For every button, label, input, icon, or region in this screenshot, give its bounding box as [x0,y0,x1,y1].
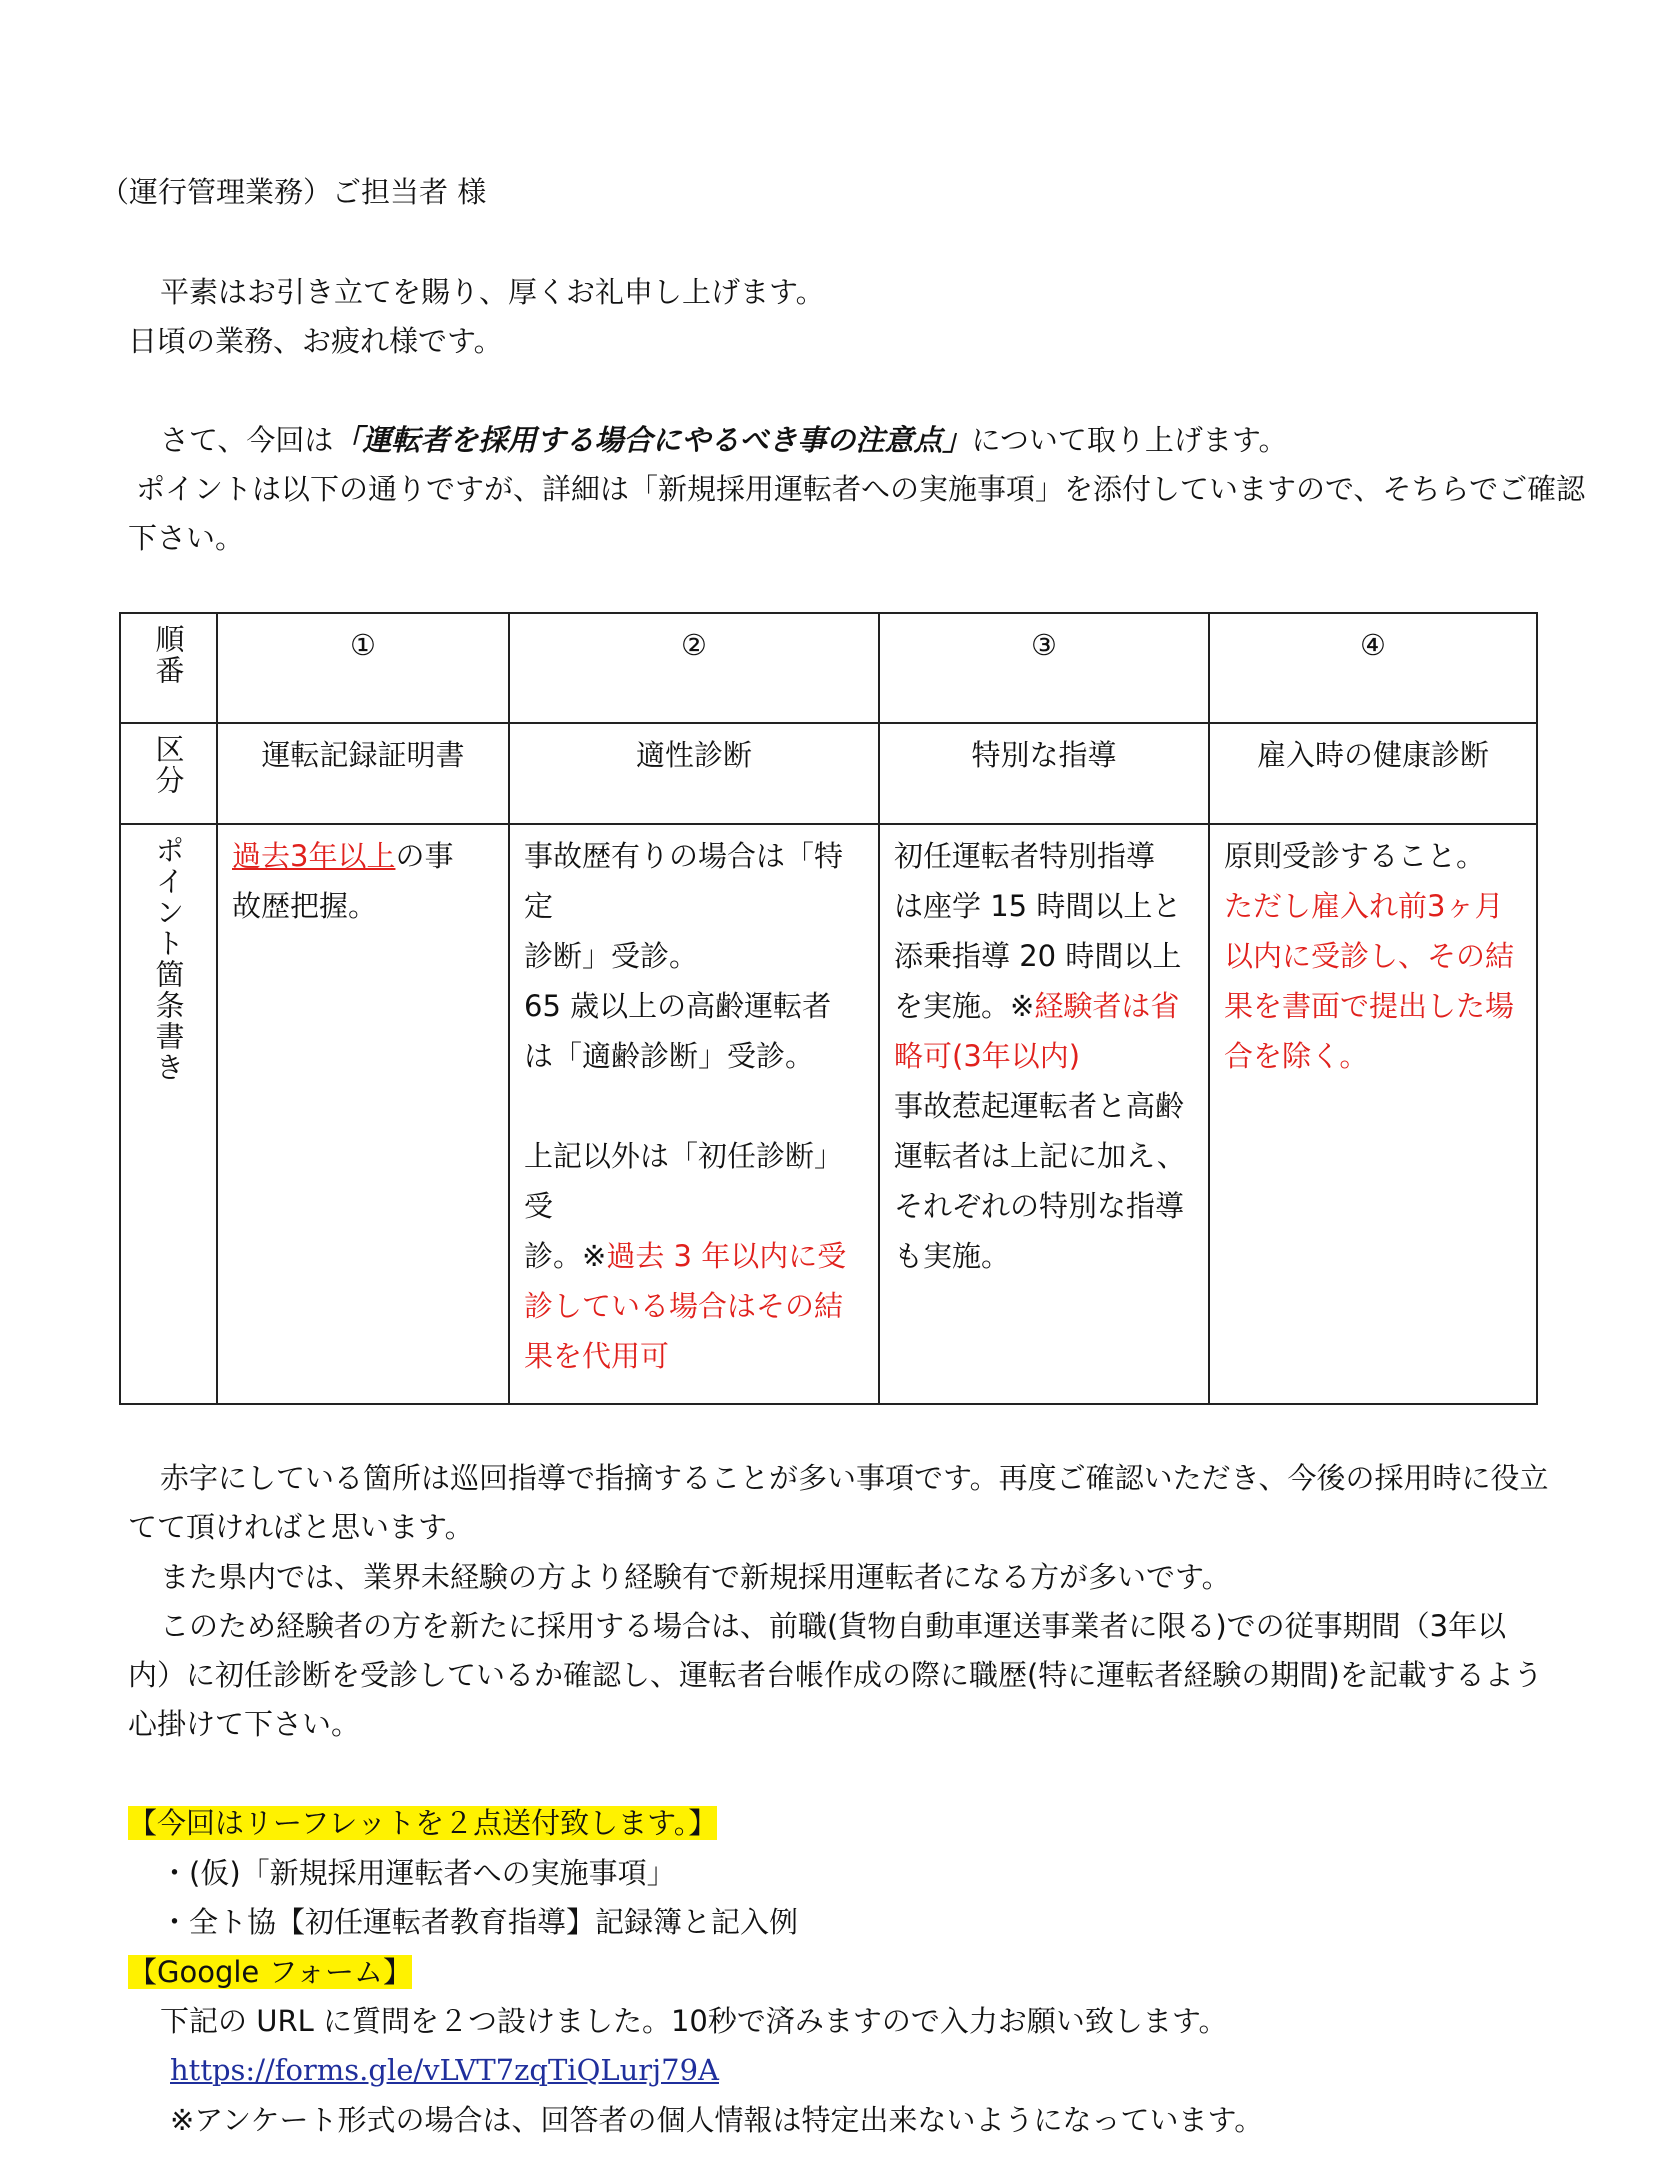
form-url-row [170,2050,719,2090]
category-3: 特別な指導 [879,723,1209,824]
number-1: ① [217,613,509,723]
intro-line-1 [160,420,1288,460]
intro-emphasis: 「運転者を採用する場合にやるべき事の注意点」 [333,423,972,457]
col2-line-8: 果を代用可 [524,1339,670,1373]
col3-line-5: 略可(3年以内) [894,1039,1081,1073]
col2-line-2: 診断」受診。 [524,939,699,973]
col2-line-4: は「適齢診断」受診。 [524,1039,815,1073]
category-1: 運転記録証明書 [217,723,509,824]
category-2: 適性診断 [509,723,879,824]
body-p1-line-1: 赤字にしている箇所は巡回指導で指摘することが多い事項です。再度ご確認いただき、今後の採用時に役立 [160,1461,1549,1495]
row-label-category-cell [120,723,217,824]
intro-pre: さて、今回は [160,423,334,457]
leaflet-heading-row [128,1803,717,1843]
points-col-1 [217,824,509,1404]
points-col-2 [509,824,879,1404]
form-text: 下記の URL に質問を２つ設けました。10秒で済みますので入力お願い致します。 [160,2004,1228,2038]
greeting-line-2: 日頃の業務、お疲れ様です。 [128,324,503,358]
col3-line-4b: 経験者は省 [1034,989,1180,1023]
col3-line-3: 添乗指導 20 時間以上 [894,939,1182,973]
greeting-line-1: 平素はお引き立てを賜り、厚くお礼申し上げます。 [160,275,825,309]
col3-line-8: それぞれの特別な指導 [894,1189,1185,1223]
addressee: （運行管理業務）ご担当者 様 [100,175,487,209]
intro-line-2: ポイントは以下の通りですが、詳細は「新規採用運転者への実施事項」を添付していますので、そちらでご確認 [136,472,1586,506]
points-table [119,612,1538,1405]
col3-line-2: は座学 15 時間以上と [894,889,1182,923]
col3-line-4 [894,981,1196,1031]
form-url-link[interactable]: https://forms.gle/vLVT7zqTiQLurj79A [170,2053,719,2087]
body-p3-line-1: このため経験者の方を新たに採用する場合は、前職(貨物自動車運送事業者に限る)での従事期間（3年以 [160,1609,1507,1643]
col4-line-3: 以内に受診し、その結 [1224,939,1515,973]
col3-line-9: も実施。 [894,1239,1011,1273]
row-label-order: 順番 [151,624,186,686]
col2-line-6 [524,1231,866,1281]
col4-line-2: ただし雇入れ前3ヶ月 [1224,889,1504,923]
leaflet-heading: 【今回はリーフレットを２点送付致します。】 [128,1806,718,1840]
col2-line-7: 診している場合はその結 [524,1289,844,1323]
col3-line-6: 事故惹起運転者と高齢 [894,1089,1185,1123]
row-label-points: ポイント箇条書き [151,835,186,1083]
table-row-category [120,723,1537,824]
col2-line-6b: 過去 3 年以内に受 [606,1239,847,1273]
col3-line-1: 初任運転者特別指導 [894,839,1156,873]
leaflet-item-1: ・(仮)「新規採用運転者への実施事項」 [160,1856,676,1890]
intro-line-3: 下さい。 [128,521,245,555]
category-4: 雇入時の健康診断 [1209,723,1537,824]
col4-line-4: 果を書面で提出した場 [1224,989,1515,1023]
col2-line-5: 上記以外は「初任診断」受 [524,1139,844,1223]
number-2: ② [509,613,879,723]
body-p3-line-3: 心掛けて下さい。 [128,1707,361,1741]
form-note: ※アンケート形式の場合は、回答者の個人情報は特定出来ないようになっています。 [170,2103,1264,2137]
col1-line-2: 故歴把握。 [232,889,378,923]
body-p2: また県内では、業界未経験の方より経験有で新規採用運転者になる方が多いです。 [160,1560,1231,1594]
intro-post: について取り上げます。 [971,423,1288,457]
col2-line-3: 65 歳以上の高齢運転者 [524,989,832,1023]
col2-line-1: 事故歴有りの場合は「特定 [524,839,844,923]
form-heading-row [128,1952,412,1992]
col2-line-6a: 診。※ [524,1239,607,1273]
number-3: ③ [879,613,1209,723]
row-label-order-cell [120,613,217,723]
row-label-category: 区分 [151,734,186,796]
col3-line-7: 運転者は上記に加え、 [894,1139,1186,1173]
points-col-4 [1209,824,1537,1404]
number-4: ④ [1209,613,1537,723]
row-label-points-cell [120,824,217,1404]
table-row-order [120,613,1537,723]
col4-line-5: 合を除く。 [1224,1039,1369,1073]
body-p1-line-2: てて頂ければと思います。 [128,1510,474,1544]
col3-line-4a: を実施。※ [894,989,1035,1023]
points-col-3 [879,824,1209,1404]
form-heading: 【Google フォーム】 [128,1955,413,1989]
body-p3-line-2: 内）に初任診断を受診しているか確認し、運転者台帳作成の際に職歴(特に運転者経験の期間)を記載するよう [128,1658,1543,1692]
col1-text-1: の事 [395,839,454,873]
col2-spacer [524,1081,866,1131]
col4-line-1: 原則受診すること。 [1224,839,1486,873]
table-row-points [120,824,1537,1404]
col1-line-1 [232,831,496,881]
leaflet-item-2: ・全ト協【初任運転者教育指導】記録簿と記入例 [160,1905,799,1939]
col1-red-text: 過去3年以上 [232,839,396,873]
